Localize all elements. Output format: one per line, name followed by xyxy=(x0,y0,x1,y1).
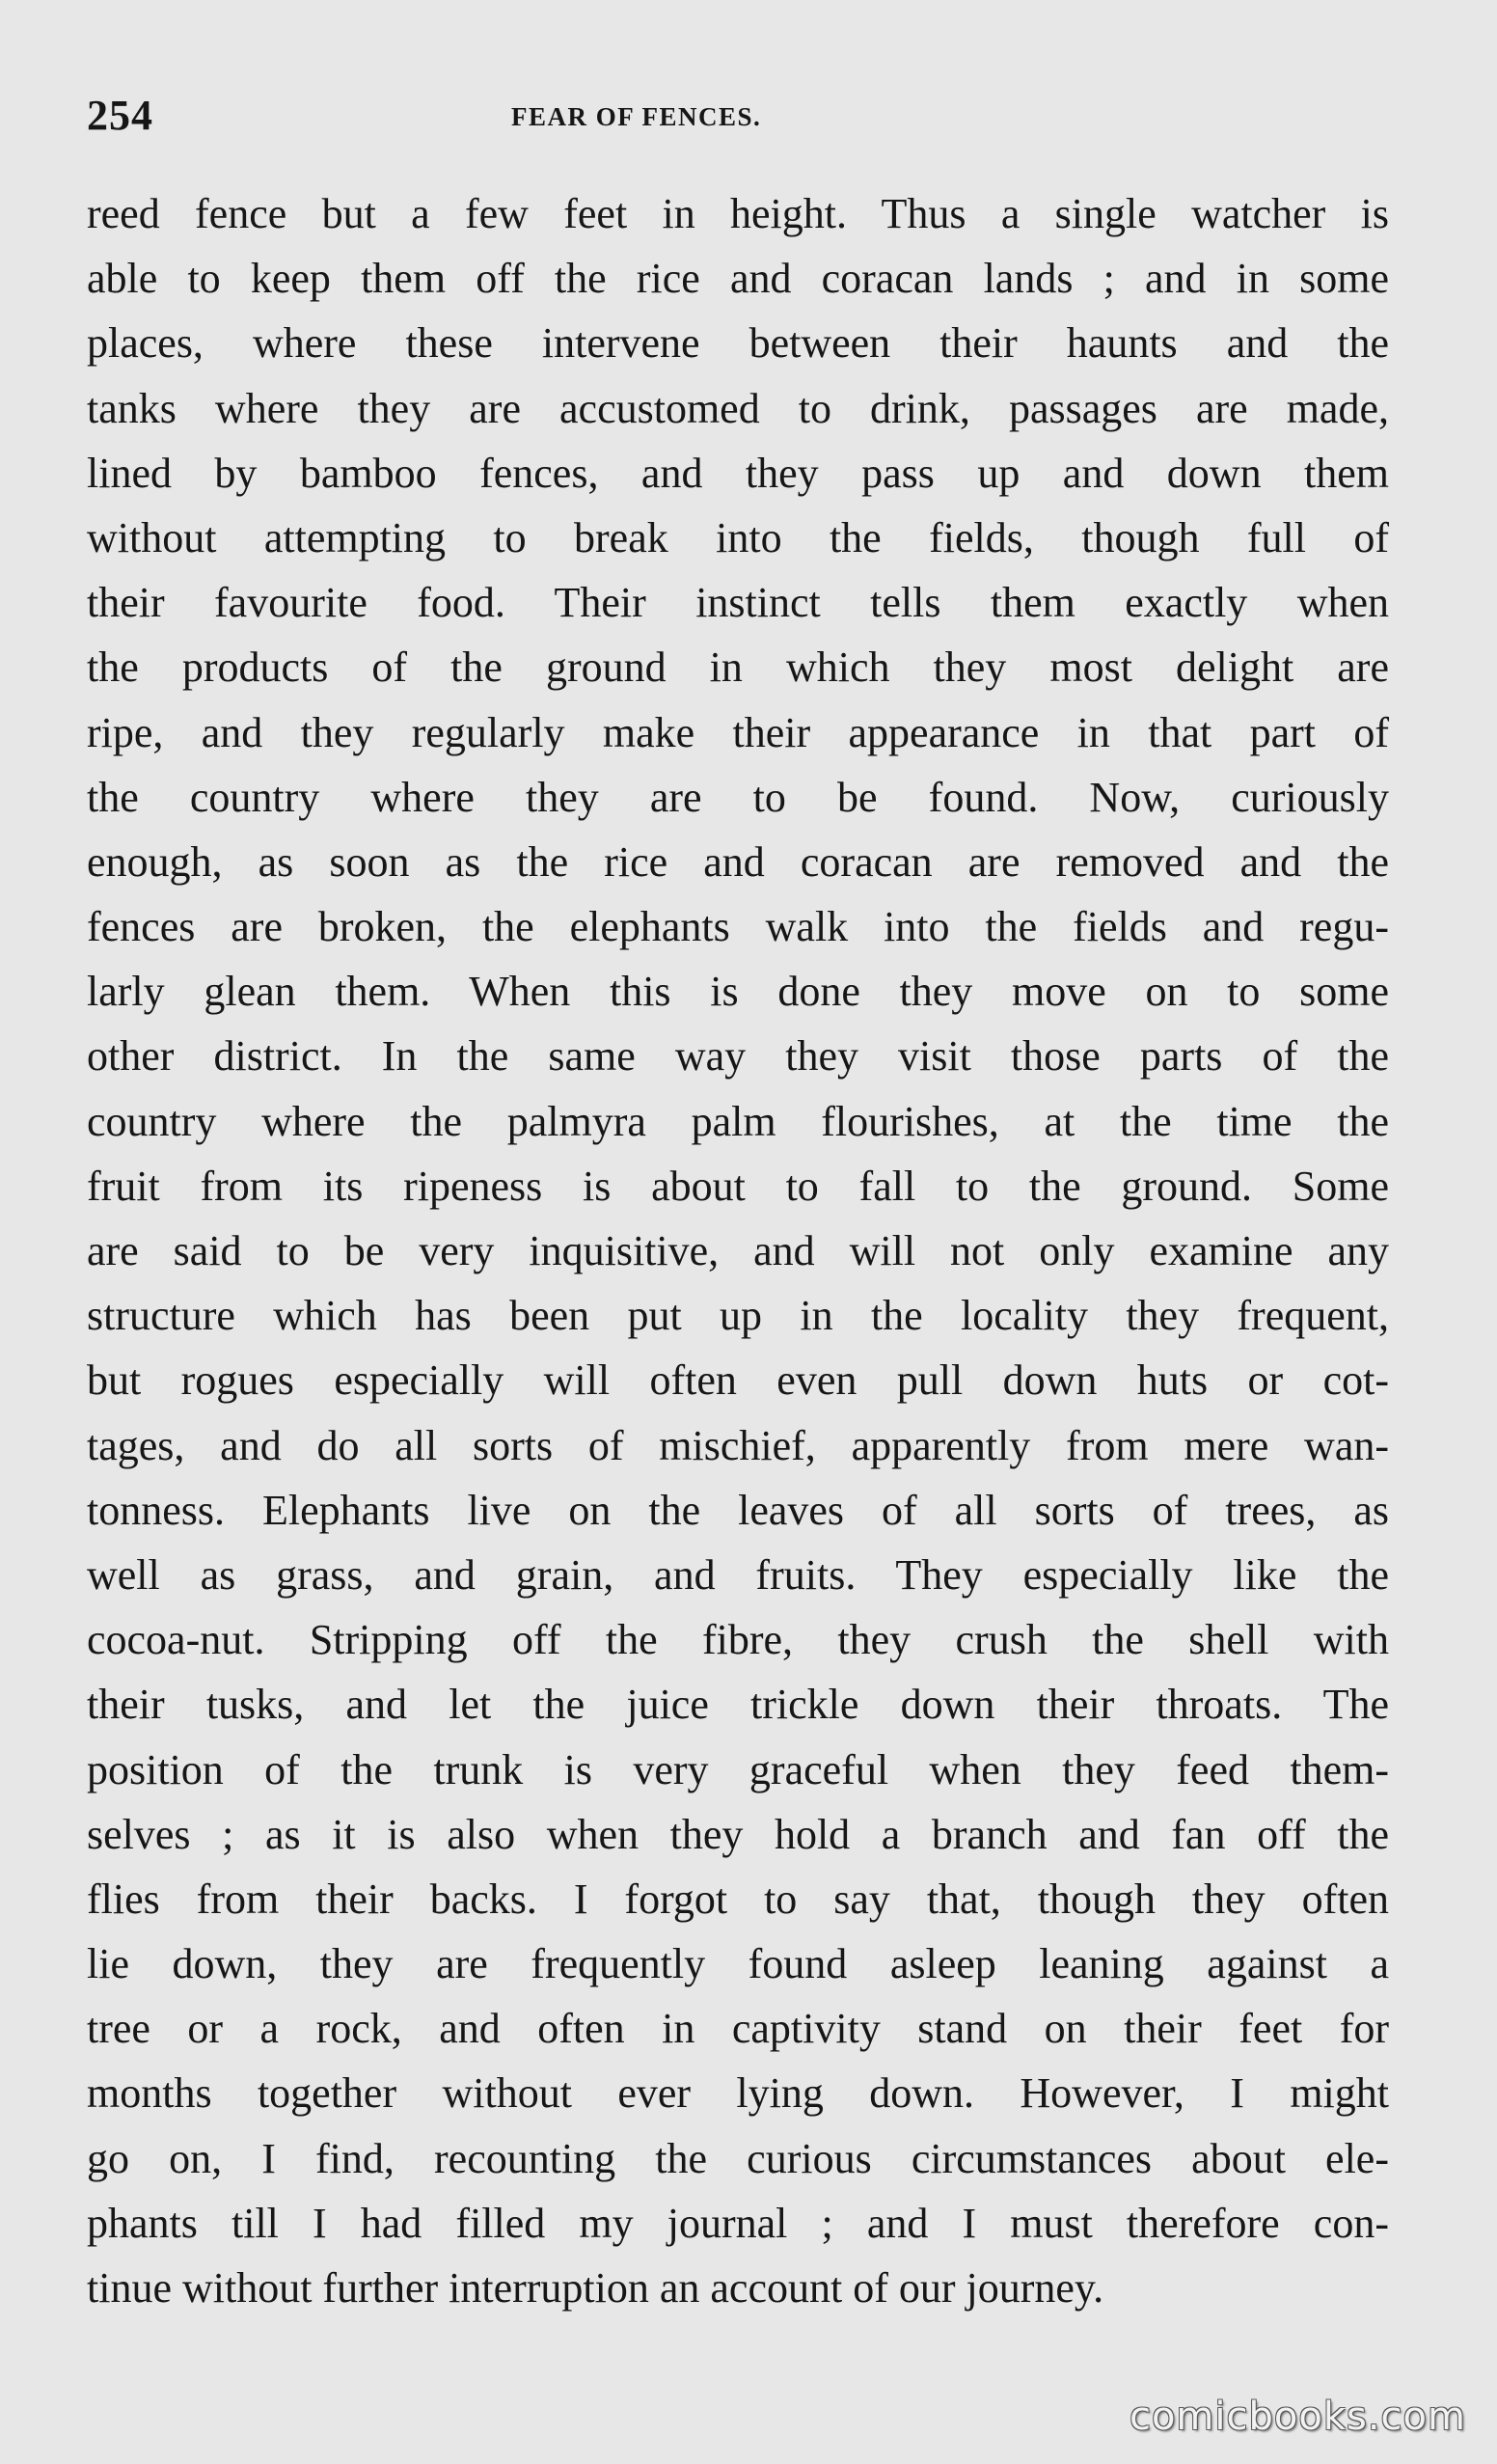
text-line: position of the trunk is very graceful when they feed them- xyxy=(87,1745,1389,1793)
text-line: lined by bamboo fences, and they pass up and down them xyxy=(87,449,1389,497)
text-line: ripe, and they regularly make their appearance in that part of xyxy=(87,708,1389,756)
text-line: go on, I find, recounting the curious circumstances about ele- xyxy=(87,2134,1389,2182)
text-line: reed fence but a few feet in height. Thus a single watcher is xyxy=(87,190,1389,237)
text-line: are said to be very inquisitive, and will not only examine any xyxy=(87,1227,1389,1274)
text-line: enough, as soon as the rice and coracan are removed and the xyxy=(87,837,1389,886)
text-line: but rogues especially will often even pull down huts or cot- xyxy=(87,1356,1389,1405)
text-line: well as grass, and grain, and fruits. They especially like the xyxy=(87,1550,1389,1599)
text-line: months together without ever lying down. However, I might xyxy=(87,2069,1389,2118)
text-line: tonness. Elephants live on the leaves of all sorts of trees, as xyxy=(87,1486,1389,1534)
text-line: lie down, they are frequently found asleep leaning against a xyxy=(87,1940,1389,1988)
text-line: flies from their backs. I forgot to say that, though they often xyxy=(87,1875,1389,1923)
text-line: country where the palmyra palm flourishes, at the time the xyxy=(87,1097,1389,1145)
page-number: 254 xyxy=(87,92,153,139)
text-line: tages, and do all sorts of mischief, apparently from mere wan- xyxy=(87,1421,1389,1469)
text-line: structure which has been put up in the locality they frequent, xyxy=(87,1292,1389,1340)
text-line: tanks where they are accustomed to drink, passages are made, xyxy=(87,384,1389,432)
text-line: able to keep them off the rice and coracan lands ; and in some xyxy=(87,255,1389,303)
text-line: the country where they are to be found. Now, curiously xyxy=(87,773,1389,821)
running-head: FEAR OF FENCES. xyxy=(511,102,762,131)
text-line: fences are broken, the elephants walk into the fields and regu- xyxy=(87,903,1389,951)
text-line: phants till I had filled my journal ; and I must therefore con- xyxy=(87,2199,1389,2247)
text-line: other district. In the same way they visit those parts of the xyxy=(87,1032,1389,1081)
text-line-last: tinue without further interruption an account of our journey. xyxy=(87,2264,1104,2312)
text-line: their tusks, and let the juice trickle down their throats. The xyxy=(87,1681,1389,1729)
text-line: tree or a rock, and often in captivity stand on their feet for xyxy=(87,2005,1389,2053)
text-line: selves ; as it is also when they hold a branch and fan off the xyxy=(87,1810,1389,1858)
watermark: comicbooks.com xyxy=(1129,2395,1466,2439)
text-line: the products of the ground in which they most delight are xyxy=(87,643,1389,692)
text-line: cocoa-nut. Stripping off the fibre, they crush the shell with xyxy=(87,1616,1389,1664)
page-header xyxy=(87,91,1389,149)
body-text xyxy=(87,181,1389,2320)
text-line: larly glean them. When this is done they move on to some xyxy=(87,968,1389,1016)
text-line: fruit from its ripeness is about to fall to the ground. Some xyxy=(87,1162,1389,1210)
text-line: their favourite food. Their instinct tells them exactly when xyxy=(87,579,1389,627)
text-line: without attempting to break into the fields, though full of xyxy=(87,513,1389,561)
text-line: places, where these intervene between their haunts and the xyxy=(87,319,1389,368)
